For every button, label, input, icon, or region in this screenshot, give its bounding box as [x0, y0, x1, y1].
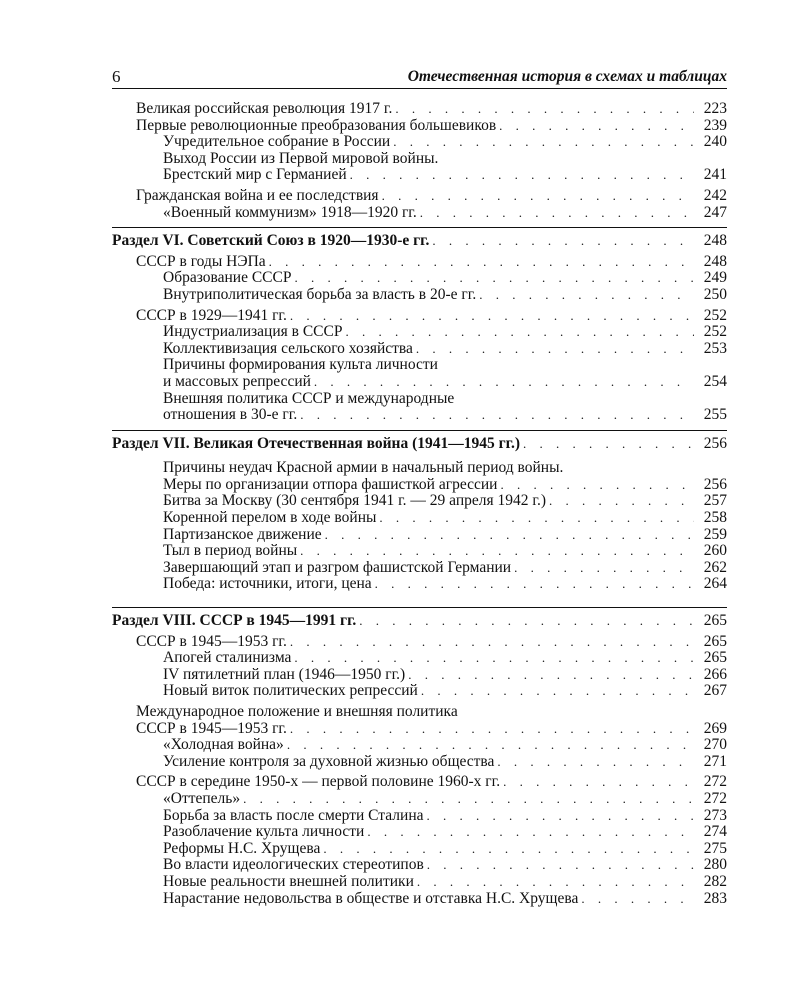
page-header [112, 66, 727, 89]
toc-entry[interactable] [112, 791, 727, 808]
toc-entry[interactable] [112, 667, 727, 684]
dot-leader [421, 683, 694, 700]
toc-entry-page: 250 [703, 285, 727, 303]
toc-entry[interactable] [112, 808, 727, 825]
dot-leader [290, 634, 694, 651]
dot-leader [382, 188, 694, 205]
toc-entry-title: «Холодная война» [163, 736, 284, 754]
toc-entry-page: 240 [703, 133, 727, 151]
toc-entry-title: Причины неудач Красной армии в начальный период войны. [163, 459, 564, 477]
toc-entry-title: Причины формирования культа личности [163, 356, 438, 374]
dot-leader [294, 650, 694, 667]
toc-entry-title: Партизанское движение [163, 525, 322, 543]
toc-section-heading[interactable] [112, 436, 727, 453]
toc-entry-title: Меры по организации отпора фашисткой агрессии [163, 475, 498, 493]
dot-leader [290, 721, 694, 738]
toc-entry-page: 280 [703, 856, 727, 874]
toc-entry[interactable] [112, 634, 727, 651]
toc-entry-title: Коллективизация сельского хозяйства [163, 339, 413, 357]
toc-entry[interactable] [112, 118, 727, 135]
toc-entry-page: 253 [703, 339, 727, 357]
toc-entry-title: Победа: источники, итоги, цена [163, 575, 372, 593]
toc-entry-page: 241 [703, 166, 727, 184]
dot-leader [500, 477, 694, 494]
toc-entry-title: Во власти идеологических стереотипов [163, 856, 424, 874]
dot-leader [427, 857, 694, 874]
toc-entry-title: «Оттепель» [163, 789, 241, 807]
toc-entry-page: 258 [703, 509, 727, 527]
toc-entry-title: Реформы Н.С. Хрущева [163, 839, 321, 857]
toc-entry-page: 252 [703, 323, 727, 341]
toc-entry-page: 242 [703, 186, 727, 204]
toc-entry[interactable] [112, 151, 727, 168]
section-divider [112, 430, 727, 431]
toc-entry-title: СССР в годы НЭПа [136, 252, 266, 270]
dot-leader [314, 374, 694, 391]
toc-entry-page: 267 [703, 682, 727, 700]
dot-leader [581, 891, 694, 908]
dot-leader [499, 118, 694, 135]
dot-leader [287, 737, 694, 754]
toc-entry-page: 248 [703, 232, 727, 250]
toc-entry[interactable] [112, 683, 727, 700]
dot-leader [323, 841, 694, 858]
toc-entry[interactable] [112, 341, 727, 358]
toc-entry[interactable] [112, 650, 727, 667]
dot-leader [294, 270, 694, 287]
dot-leader [420, 205, 694, 222]
toc-entry-page: 265 [703, 649, 727, 667]
toc-entry-title: Битва за Москву (30 сентября 1941 г. — 29 апреля 1942 г.) [163, 492, 547, 510]
toc-entry-page: 273 [703, 806, 727, 824]
toc-entry-page: 256 [703, 475, 727, 493]
page-number: 6 [112, 67, 121, 86]
toc-entry-page: 249 [703, 269, 727, 287]
dot-leader [503, 774, 694, 791]
toc-entry[interactable] [112, 543, 727, 560]
toc-entry[interactable] [112, 270, 727, 287]
toc-entry-page: 269 [703, 719, 727, 737]
dot-leader [359, 613, 694, 630]
toc-entry-title: Апогей сталинизма [163, 649, 292, 667]
toc-entry-title: СССР в 1945—1953 гг. [136, 719, 287, 737]
toc-entry-page: 266 [703, 665, 727, 683]
dot-leader [290, 308, 694, 325]
toc-entry-title: СССР в 1945—1953 гг. [136, 632, 287, 650]
toc-entry-title: Раздел VIII. СССР в 1945—1991 гг. [112, 612, 357, 630]
toc-entry-title: Индустриализация в СССР [163, 323, 343, 341]
toc-entry[interactable] [112, 874, 727, 891]
toc-entry[interactable] [112, 527, 727, 544]
toc-entry[interactable] [112, 560, 727, 577]
toc-entry[interactable] [112, 460, 727, 477]
toc-entry-title: Усиление контроля за духовной жизнью общества [163, 752, 495, 770]
toc-entry-page: 282 [703, 872, 727, 890]
running-title: Отечественная история в схемах и таблицах [407, 68, 727, 85]
toc-entry[interactable] [112, 101, 727, 118]
toc-entry-page: 223 [703, 100, 727, 117]
toc-entry-title: Выход России из Первой мировой войны. [163, 149, 439, 167]
toc-entry-page: 247 [703, 203, 727, 221]
toc-entry[interactable] [112, 188, 727, 205]
toc-entry-title: Раздел VI. Советский Союз в 1920—1930-е гг. [112, 232, 430, 250]
toc-entry-page: 274 [703, 823, 727, 841]
toc-entry-page: 252 [703, 306, 727, 324]
toc-entry[interactable] [112, 824, 727, 841]
toc-entry[interactable] [112, 254, 727, 271]
section-divider [112, 607, 727, 608]
dot-leader [497, 754, 694, 771]
toc-entry-title: Раздел VII. Великая Отечественная война (1941—1945 гг.) [112, 434, 521, 452]
toc-entry[interactable] [112, 510, 727, 527]
toc-entry[interactable] [112, 477, 727, 494]
toc-entry[interactable] [112, 357, 727, 374]
dot-leader [408, 667, 694, 684]
toc-entry-title: и массовых репрессий [163, 372, 311, 390]
toc-entry[interactable] [112, 754, 727, 771]
toc-entry-title: Борьба за власть после смерти Сталина [163, 806, 424, 824]
dot-leader [427, 808, 695, 825]
dot-leader [432, 233, 694, 250]
dot-leader [243, 791, 694, 808]
toc-entry-title: Первые революционные преобразования большевиков [136, 116, 497, 134]
toc-entry-title: Брестский мир с Германией [163, 166, 347, 184]
toc-entry[interactable] [112, 308, 727, 325]
dot-leader [417, 874, 694, 891]
toc-entry[interactable] [112, 324, 727, 341]
toc-entry-page: 254 [703, 372, 727, 390]
toc-entry[interactable] [112, 721, 727, 738]
toc-entry-title: Образование СССР [163, 269, 292, 287]
dot-leader [367, 824, 694, 841]
dot-leader [345, 324, 694, 341]
toc-entry-title: Учредительное собрание в России [163, 133, 391, 151]
dot-leader [393, 134, 694, 151]
toc-entry-page: 262 [703, 558, 727, 576]
toc-entry-title: Новые реальности внешней политики [163, 872, 414, 890]
dot-leader [300, 543, 694, 560]
dot-leader [523, 436, 694, 453]
toc-entry-title: Внутриполитическая борьба за власть в 20-е гг. [163, 285, 477, 303]
toc-entry-page: 265 [703, 632, 727, 650]
toc-entry-page: 272 [703, 773, 727, 791]
toc-entry[interactable] [112, 576, 727, 593]
toc-entry-page: 256 [703, 434, 727, 452]
toc-entry[interactable] [112, 205, 727, 222]
table-of-contents [112, 101, 727, 907]
dot-leader [549, 493, 694, 510]
toc-entry-title: СССР в 1929—1941 гг. [136, 306, 287, 324]
toc-entry-page: 283 [703, 889, 727, 907]
toc-entry-title: «Военный коммунизм» 1918—1920 гг. [163, 203, 417, 221]
toc-entry[interactable] [112, 493, 727, 510]
toc-entry-title: Разоблачение культа личности [163, 823, 365, 841]
toc-entry-page: 255 [703, 406, 727, 424]
toc-entry-title: Великая российская революция 1917 г. [136, 100, 393, 117]
toc-entry-page: 260 [703, 542, 727, 560]
toc-entry-title: Завершающий этап и разгром фашистской Германии [163, 558, 512, 576]
toc-entry-page: 257 [703, 492, 727, 510]
dot-leader [325, 527, 694, 544]
dot-leader [269, 254, 694, 271]
toc-section-heading[interactable] [112, 233, 727, 250]
toc-entry-page: 248 [703, 252, 727, 270]
toc-entry-title: Нарастание недовольства в обществе и отставка Н.С. Хрущева [163, 889, 579, 907]
toc-entry-title: IV пятилетний план (1946—1950 гг.) [163, 665, 406, 683]
toc-entry[interactable] [112, 167, 727, 184]
toc-entry[interactable] [112, 704, 727, 721]
toc-entry-page: 239 [703, 116, 727, 134]
toc-entry-title: Международное положение и внешняя политика [136, 703, 458, 720]
toc-entry-title: Гражданская война и ее последствия [136, 186, 379, 204]
toc-section-heading[interactable] [112, 613, 727, 630]
toc-entry-title: Тыл в период войны [163, 542, 298, 560]
toc-entry-title: Внешняя политика СССР и международные [163, 389, 455, 407]
toc-entry-title: Новый виток политических репрессий [163, 682, 418, 700]
toc-entry[interactable] [112, 391, 727, 408]
toc-entry-page: 272 [703, 789, 727, 807]
dot-leader [479, 287, 694, 304]
toc-entry[interactable] [112, 374, 727, 391]
toc-entry-page: 275 [703, 839, 727, 857]
toc-entry[interactable] [112, 287, 727, 304]
dot-leader [375, 576, 694, 593]
dot-leader [514, 560, 694, 577]
toc-entry[interactable] [112, 891, 727, 908]
toc-entry-page: 265 [703, 612, 727, 630]
toc-entry-page: 259 [703, 525, 727, 543]
toc-entry[interactable] [112, 407, 727, 424]
toc-entry[interactable] [112, 134, 727, 151]
toc-entry-title: СССР в середине 1950-х — первой половине 1960-х гг. [136, 773, 501, 791]
toc-entry-title: отношения в 30-е гг. [163, 406, 298, 424]
toc-entry[interactable] [112, 774, 727, 791]
dot-leader [379, 510, 694, 527]
toc-entry-page: 271 [703, 752, 727, 770]
toc-entry[interactable] [112, 857, 727, 874]
toc-entry-page: 264 [703, 575, 727, 593]
dot-leader [350, 167, 694, 184]
toc-entry-title: Коренной перелом в ходе войны [163, 509, 377, 527]
toc-entry-page: 270 [703, 736, 727, 754]
dot-leader [395, 101, 694, 118]
dot-leader [416, 341, 694, 358]
toc-entry[interactable] [112, 841, 727, 858]
section-divider [112, 227, 727, 228]
toc-entry[interactable] [112, 737, 727, 754]
dot-leader [300, 407, 694, 424]
